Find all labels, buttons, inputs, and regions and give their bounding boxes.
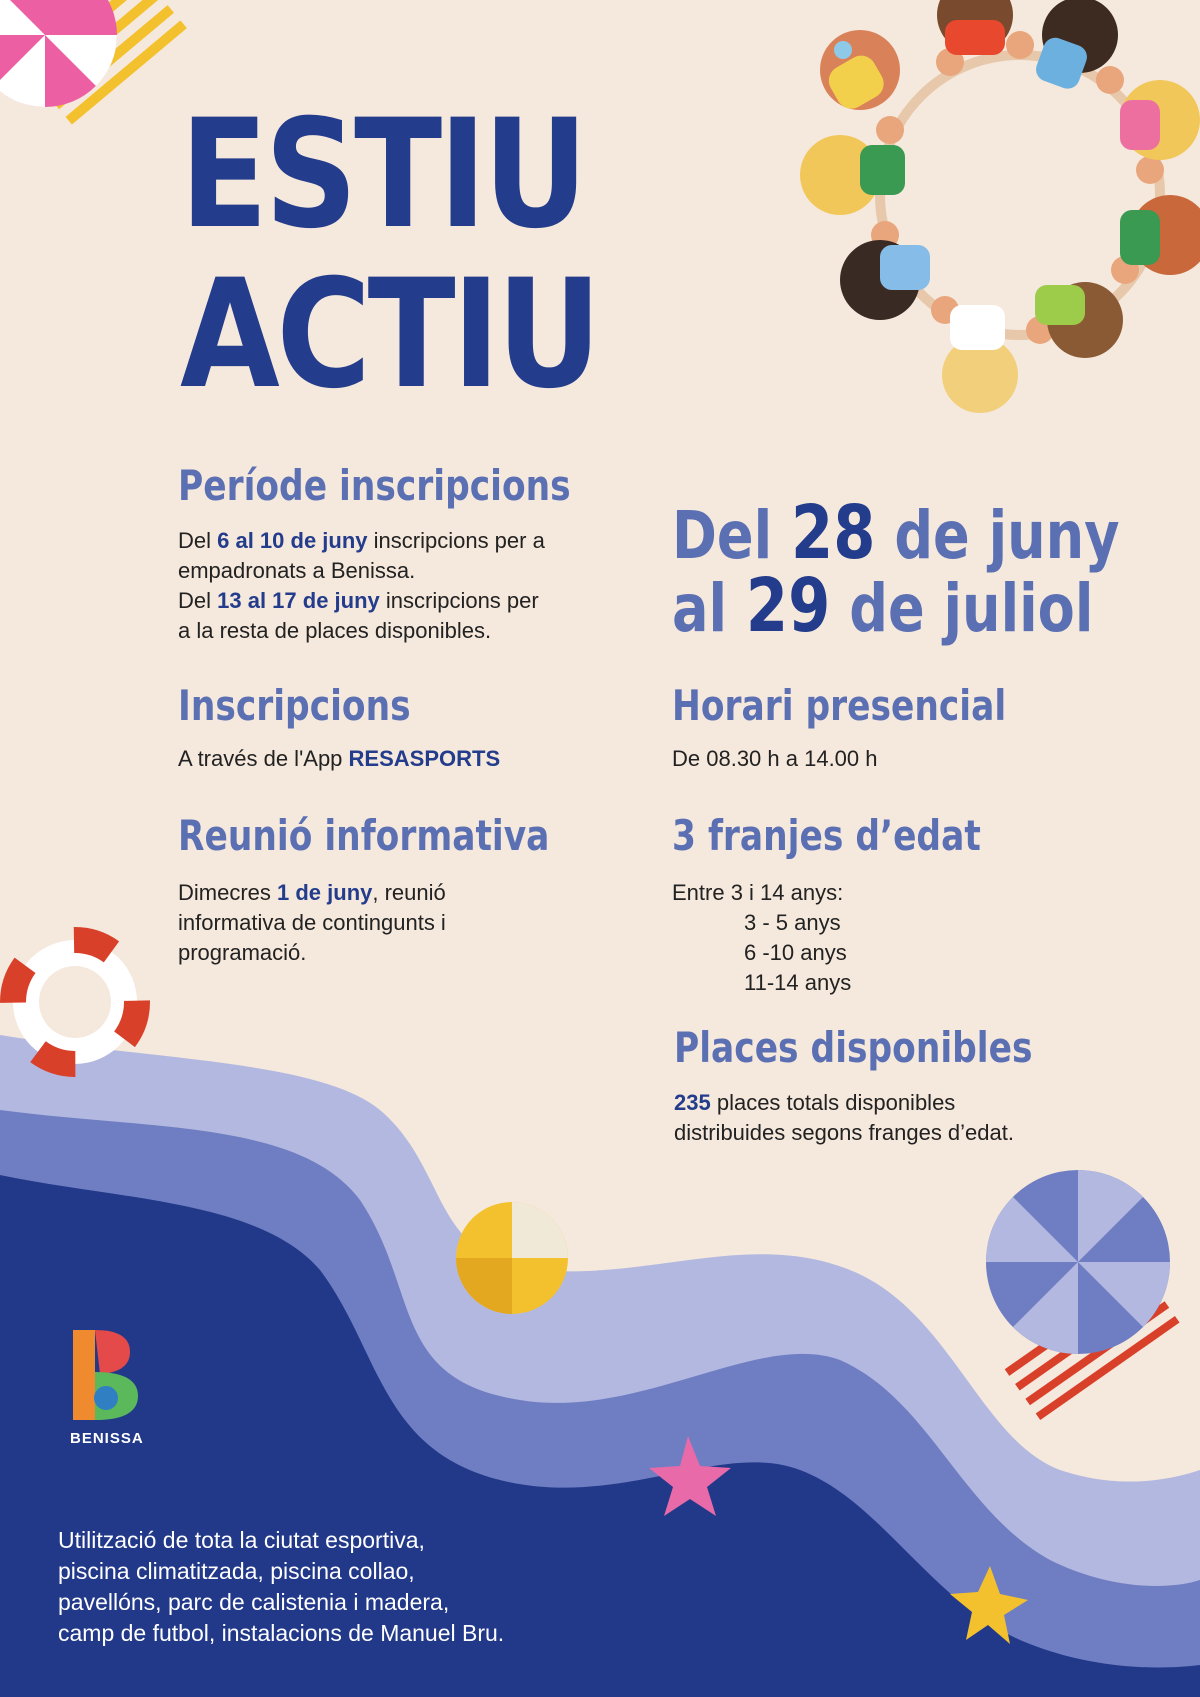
periode-date-1: 6 al 10 de juny bbox=[217, 528, 368, 553]
lifebuoy-icon bbox=[13, 940, 137, 1064]
start-day: 28 bbox=[791, 490, 876, 576]
franjes-heading: 3 franjes d’edat bbox=[672, 811, 981, 860]
date-range: Del 28 de juny al 29 de juliol bbox=[672, 490, 1120, 649]
periode-text: Del 6 al 10 de juny inscripcions per a empadronats a Benissa. Del 13 al 17 de juny inscripcions per a la resta de places disponibles. bbox=[178, 528, 545, 643]
main-title bbox=[180, 88, 599, 422]
beach-ball-icon bbox=[456, 1202, 568, 1314]
title-line-2: ACTIU bbox=[180, 248, 599, 422]
places-heading: Places disponibles bbox=[674, 1023, 1033, 1072]
horari-text: De 08.30 h a 14.00 h bbox=[672, 746, 878, 771]
age-range-1: 3 - 5 anys bbox=[744, 910, 841, 935]
blue-umbrella-icon bbox=[986, 1170, 1170, 1354]
benissa-logo-label: BENISSA bbox=[70, 1430, 144, 1447]
horari-heading: Horari presencial bbox=[672, 681, 1007, 730]
places-text: 235 places totals disponibles distribuides segons franges d’edat. bbox=[674, 1090, 1014, 1145]
franjes-intro: Entre 3 i 14 anys: bbox=[672, 880, 844, 905]
places-count: 235 bbox=[674, 1090, 711, 1115]
title-line-1: ESTIU bbox=[180, 88, 585, 262]
facilities-text: Utilització de tota la ciutat esportiva, piscina climatitzada, piscina collao, pavellóns, parc de calistenia i madera, camp de futbol, instalacions de Manuel Bru. bbox=[58, 1527, 505, 1646]
age-range-3: 11-14 anys bbox=[744, 970, 852, 995]
age-range-2: 6 -10 anys bbox=[744, 940, 847, 965]
reunio-date: 1 de juny bbox=[277, 880, 373, 905]
periode-date-2: 13 al 17 de juny bbox=[217, 588, 380, 613]
reunio-text: Dimecres 1 de juny, reunió informativa de contingunts i programació. bbox=[178, 880, 446, 965]
inscripcions-heading: Inscripcions bbox=[178, 681, 411, 730]
periode-heading: Període inscripcions bbox=[178, 461, 571, 510]
children-circle-illustration bbox=[800, 0, 1200, 413]
franjes-text bbox=[672, 878, 851, 998]
reunio-heading: Reunió informativa bbox=[178, 811, 550, 860]
inscripcions-text: A través de l'App RESASPORTS bbox=[178, 746, 501, 771]
resasports-app-name: RESASPORTS bbox=[348, 746, 501, 771]
end-day: 29 bbox=[745, 563, 831, 649]
